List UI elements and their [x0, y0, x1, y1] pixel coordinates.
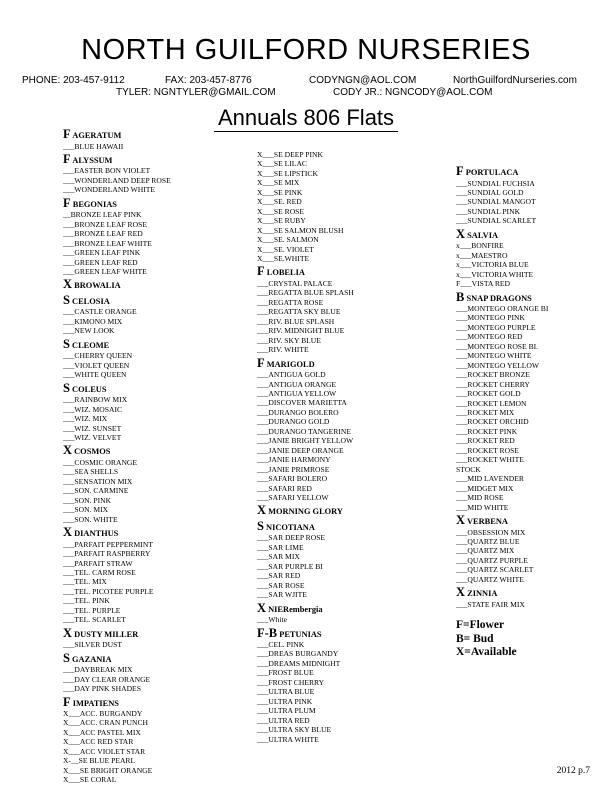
availability-mark: S	[63, 336, 70, 351]
list-item: ___DURANGO GOLD	[257, 417, 330, 427]
list-item: ___ROCKET MIX	[456, 408, 515, 418]
list-item: ___ULTRA SKY BLUE	[257, 725, 332, 735]
list-item: ___SAFARI YELLOW	[257, 492, 329, 502]
list-item: ___MONTEGO RED	[456, 332, 523, 342]
plant-section	[257, 266, 447, 354]
list-item: X___SE RUBY	[257, 216, 306, 226]
list-item: ___MONTEGO YELLOW	[456, 360, 540, 370]
plant-section	[63, 336, 253, 380]
availability-mark: X	[257, 503, 267, 518]
list-item: ___TEL. CARM ROSE	[63, 568, 136, 577]
column-1	[63, 129, 253, 788]
list-item: ___CEL. PINK	[257, 640, 305, 650]
list-item: ___SAFARI RED	[257, 483, 312, 493]
list-item: ___SAR LIME	[257, 542, 304, 552]
plant-section	[257, 518, 447, 600]
list-item: x___VICTORIA WHITE	[456, 269, 534, 279]
list-item: ___OBSESSION MIX	[456, 527, 526, 537]
tyler-email: TYLER: NGNTYLER@GMAIL.COM	[116, 87, 276, 98]
list-item: ___SAR WJITE	[257, 590, 307, 600]
list-item: ___JANIE HARMONY	[257, 455, 331, 465]
section-heading	[63, 129, 253, 142]
section-name: BEGONIAS	[72, 199, 117, 209]
plant-section	[257, 600, 447, 625]
list-item: X-__SE BLUE PEARL	[63, 756, 136, 766]
list-item: ___SILVER DUST	[63, 640, 122, 650]
availability-mark: B	[456, 289, 465, 304]
list-item: ___QUARTZ SCARLET	[456, 565, 534, 575]
list-item: ___CASTLE ORANGE	[63, 307, 137, 317]
list-item: ___WIZ. VELVET	[63, 433, 122, 443]
list-item: ___NEW LOOK	[63, 326, 115, 336]
list-item: X___SE DEEP PINK	[257, 150, 323, 159]
section-heading	[456, 515, 612, 528]
list-item: ___TEL. PINK	[63, 596, 110, 606]
list-item: ___PARFAIT RASPBERRY	[63, 549, 151, 559]
list-item: ___BRONZE LEAF ROSE	[63, 219, 147, 229]
availability-mark: F	[456, 164, 464, 178]
section-heading	[63, 380, 253, 396]
cody-jr-email: CODY JR.: NGNCODY@AOL.COM	[333, 87, 493, 98]
availability-mark: F-B	[257, 625, 278, 640]
list-item: ___MIDGET MIX	[456, 483, 514, 493]
plant-section	[456, 166, 612, 226]
list-item: ___ULTRA RED	[257, 715, 310, 725]
section-heading	[63, 195, 253, 211]
page-title: NORTH GUILFORD NURSERIES	[81, 34, 531, 66]
list-item: X___SE LILAC	[257, 159, 307, 169]
list-item: ___WIZ. MIX	[63, 414, 108, 424]
plant-section	[63, 527, 253, 625]
list-item: X___ACC. BURGANDY	[63, 709, 143, 719]
column-2	[257, 150, 447, 747]
section-heading	[257, 518, 447, 534]
list-item: X___ACC PASTEL MIX	[63, 727, 141, 737]
list-item: X___SE SALMON BLUSH	[257, 225, 344, 235]
list-item: ___DURANGO BOLERO	[257, 407, 339, 417]
availability-mark: F	[63, 195, 71, 210]
plant-section	[63, 445, 253, 524]
availability-mark: F	[257, 355, 265, 370]
section-name: CLEOME	[72, 340, 110, 350]
list-item: ___WIZ. MOSAIC	[63, 404, 123, 414]
section-heading	[63, 151, 253, 167]
list-item: STOCK	[456, 464, 481, 474]
legend-entry: X=Available	[456, 646, 517, 659]
list-item: ___GREEN LEAF PINK	[63, 248, 141, 258]
list-item: ___SUNDIAL MANGOT	[456, 197, 536, 207]
list-item: ___RAINBOW MIX	[63, 395, 128, 405]
section-heading	[63, 336, 253, 352]
section-name: IMPATIENS	[72, 698, 119, 708]
section-name: BROWALIA	[74, 281, 121, 291]
list-item: x___MAESTRO	[456, 250, 508, 260]
list-item: ___SUNDIAL GOLD	[456, 187, 524, 197]
list-item: X___SE. SALMON	[257, 235, 319, 245]
list-item: ___SUNDIAL SCARLET	[456, 216, 537, 226]
list-item: ___RIV. BLUE SPLASH	[257, 316, 335, 326]
list-item: X___SE BRIGHT ORANGE	[63, 765, 153, 775]
page-number: 2012 p.7	[556, 766, 590, 776]
list-item: ___SAR ROSE	[257, 580, 305, 590]
list-item: ___MONTEGO WHITE	[456, 351, 532, 361]
section-name: SNAP DRAGONS	[466, 293, 532, 303]
list-item: ___JANIE DEEP ORANGE	[257, 445, 344, 455]
plant-section	[63, 129, 253, 151]
list-item: ___BRONZE LEAF RED	[63, 229, 143, 239]
plant-section	[63, 292, 253, 336]
availability-mark: X	[63, 525, 73, 540]
list-item: X___SE.WHITE	[257, 253, 310, 263]
section-name: DUSTY MILLER	[74, 629, 139, 639]
list-item: ___DAYBREAK MIX	[63, 665, 133, 675]
list-item: ___BRONZE LEAF WHITE	[63, 238, 152, 248]
list-item: ___TEL. MIX	[63, 577, 107, 587]
list-item: ___FROST BLUE	[257, 668, 314, 678]
list-item: ___QUARTZ BLUE	[456, 536, 520, 546]
list-item: X___SE LIPSTICK	[257, 168, 318, 178]
plant-section	[456, 289, 612, 512]
list-item: ___ULTRA PLUM	[257, 706, 316, 716]
list-item: ___DAY CLEAR ORANGE	[63, 674, 151, 684]
plant-section	[63, 279, 253, 292]
list-item: ___KIMONO MIX	[63, 316, 123, 326]
list-item: ___DISCOVER MARIETTA	[257, 398, 347, 408]
list-item: X___ACC VIOLET STAR	[63, 746, 146, 756]
plant-section	[63, 195, 253, 277]
list-item: ___MID ROSE	[456, 493, 504, 503]
list-item: ___QUARTZ PURPLE	[456, 555, 528, 565]
phone-number: PHONE: 203-457-9112	[22, 75, 125, 86]
list-item: X___ACC RED STAR	[63, 737, 134, 747]
list-item: ___RIV. MIDNIGHT BLUE	[257, 326, 345, 336]
section-name: ALYSSUM	[72, 155, 113, 165]
list-item: ___SON. MIX	[63, 505, 109, 515]
availability-mark: F	[257, 264, 265, 279]
list-item: ___ULTRA BLUE	[257, 687, 315, 697]
list-item: ___WONDERLAND WHITE	[63, 185, 156, 195]
list-item: ___SAR MIX	[257, 552, 300, 562]
list-item: ___PARFAIT STRAW	[63, 558, 133, 568]
section-name: LOBELIA	[266, 268, 305, 278]
section-heading	[456, 226, 612, 242]
plant-section	[63, 625, 253, 650]
availability-mark: X	[63, 625, 73, 640]
availability-mark: X	[456, 226, 466, 241]
section-name: MORNING GLORY	[268, 507, 343, 517]
plant-section	[257, 505, 447, 518]
list-item: X___ACC. CRAN PUNCH	[63, 718, 149, 728]
list-item: X___SE CORAL	[63, 775, 117, 785]
website: NorthGuilfordNurseries.com	[453, 75, 577, 86]
plant-section	[257, 355, 447, 503]
list-item: ___MID LAVENDER	[456, 474, 524, 484]
legend-entry: B= Bud	[456, 632, 494, 645]
availability-mark: X	[257, 600, 267, 615]
section-name: ZINNIA	[467, 589, 498, 599]
list-item: F___VISTA RED	[456, 279, 511, 289]
list-item: ___GREEN LEAF RED	[63, 257, 138, 267]
list-item: X___SE PINK	[257, 187, 303, 197]
column-3	[456, 166, 612, 660]
list-item: ___REGATTA ROSE	[257, 297, 324, 307]
list-item: ___FROST CHERRY	[257, 677, 325, 687]
availability-mark: S	[257, 518, 264, 533]
list-item: ___ROCKET LEMON	[456, 398, 527, 408]
list-item: __BRONZE LEAF PINK	[63, 210, 142, 220]
list-item: ___MONTEGO ORANGE BI	[456, 304, 549, 314]
availability-mark: F	[63, 151, 71, 166]
list-item: ___GREEN LEAF WHITE	[63, 267, 147, 277]
list-item: ___SON. CARMINE	[63, 486, 129, 496]
availability-mark: X	[456, 585, 466, 600]
list-item: ___MONTEGO PURPLE	[456, 322, 536, 332]
list-item: ___DREAS BURGANDY	[257, 649, 339, 659]
section-name: VERBENA	[466, 517, 508, 526]
section-heading	[257, 355, 447, 371]
plant-section	[257, 625, 447, 744]
list-item: ___JANIE PRIMROSE	[257, 464, 330, 474]
list-item: ___ROCKET ORCHID	[456, 417, 529, 427]
list-item: ___REGATTA BLUE SPLASH	[257, 288, 354, 298]
section-heading	[63, 650, 253, 666]
section-heading	[257, 505, 447, 518]
list-item: ___WONDERLAND DEEP ROSE	[63, 175, 171, 185]
list-item: ___SON. PINK	[63, 495, 112, 505]
list-item: ___ANTIGUA YELLOW	[257, 388, 337, 398]
availability-mark: S	[63, 380, 70, 395]
list-item: ___SON. WHITE	[63, 514, 118, 524]
list-item: X___SE MIX	[257, 178, 300, 188]
list-item: ___CRYSTAL PALACE	[257, 278, 333, 288]
legend	[456, 619, 612, 660]
section-heading	[456, 587, 612, 600]
list-item: ___SAR PURPLE BI	[257, 561, 323, 571]
list-item: ___STATE FAIR MIX	[456, 599, 525, 609]
list-item: ___MONTEGO ROSE BI.	[456, 341, 539, 351]
plant-section	[456, 587, 612, 609]
list-item: ___ANTIGUA ORANGE	[257, 379, 337, 389]
list-item: ___SAFARI BOLERO	[257, 474, 328, 484]
section-name: GAZANIA	[72, 654, 112, 664]
plant-section	[63, 694, 253, 785]
section-heading	[63, 527, 253, 540]
list-item: X___SE. RED	[257, 197, 302, 207]
legend-entry: F=Flower	[456, 619, 505, 632]
list-item: ___CHERRY QUEEN	[63, 351, 133, 361]
section-name: NIERembergia	[268, 604, 323, 614]
section-name: COSMOS	[74, 447, 111, 457]
list-item: ___ULTRA PINK	[257, 696, 313, 706]
list-item: ___SEA SHELLS	[63, 467, 119, 477]
list-item: ___MID WHITE	[456, 502, 509, 512]
page-subtitle: Annuals 806 Flats	[0, 105, 612, 131]
plant-section	[456, 515, 612, 584]
list-item: ___ULTRA WHITE	[257, 734, 319, 744]
availability-mark: S	[63, 292, 70, 307]
availability-mark: F	[63, 127, 71, 141]
section-name: AGERATUM	[72, 131, 122, 140]
list-item: ___JANIE BRIGHT YELLOW	[257, 436, 354, 446]
list-item: ___EASTER BON VIOLET	[63, 166, 151, 176]
list-item: ___TEL. SCARLET	[63, 615, 126, 625]
list-item: ___QUARTZ MIX	[456, 546, 515, 556]
availability-mark: X	[456, 513, 466, 527]
section-heading	[63, 625, 253, 641]
section-heading	[257, 600, 447, 616]
section-heading	[63, 694, 253, 710]
list-item: ___ROCKET WHITE	[456, 455, 524, 465]
list-item: ___PARFAIT PEPPERMINT	[63, 539, 153, 549]
list-item: ___BLUE HAWAII	[63, 141, 124, 151]
list-item: ___White	[257, 615, 287, 625]
section-heading	[456, 289, 612, 305]
fax-number: FAX: 203-457-8776	[165, 75, 252, 86]
plant-section	[63, 380, 253, 443]
section-heading	[257, 266, 447, 279]
section-heading	[456, 166, 612, 179]
section-heading	[63, 445, 253, 458]
list-item: ___ANTIGUA GOLD	[257, 370, 326, 380]
section-name: PETUNIAS	[279, 629, 322, 639]
list-item: ___SUNDIAL FUCHSIA	[456, 178, 535, 188]
list-item: x___VICTORIA BLUE	[456, 260, 529, 270]
section-name: PORTULACA	[465, 168, 519, 177]
list-item: X___SE. VIOLET	[257, 244, 314, 254]
section-name: NICOTIANA	[266, 522, 315, 532]
section-heading	[63, 279, 253, 292]
list-item: ___SUNDIAL PINK	[456, 206, 521, 216]
cody-email: CODYNGN@AOL.COM	[309, 75, 417, 86]
section-name: MARIGOLD	[266, 359, 315, 369]
list-item: ___ROCKET ROSE	[456, 445, 519, 455]
list-item: ___REGATTA SKY BLUE	[257, 307, 341, 317]
plant-section	[456, 226, 612, 289]
list-item: ___SAR DEEP ROSE	[257, 533, 326, 543]
availability-mark: X	[63, 443, 73, 458]
section-name: COLEUS	[72, 384, 107, 394]
section-heading	[257, 625, 447, 641]
plant-section	[257, 150, 447, 263]
availability-mark: X	[63, 277, 73, 292]
list-item: ___TEL. PURPLE	[63, 605, 121, 615]
list-item: ___ROCKET RED	[456, 436, 515, 446]
section-name: DIANTHUS	[74, 529, 119, 539]
list-item: ___WIZ. SUNSET	[63, 423, 122, 433]
list-item: ___COSMIC ORANGE	[63, 457, 138, 467]
list-item: ___WHITE QUEEN	[63, 370, 127, 380]
list-item: ___ROCKET BRONZE	[456, 370, 530, 380]
list-item: X___SE ROSE	[257, 206, 305, 216]
list-item: x___BONFIRE	[456, 241, 504, 251]
list-item: ___DREAMS MIDNIGHT	[257, 658, 341, 668]
section-name: SALVIA	[467, 230, 499, 240]
availability-mark: S	[63, 650, 70, 665]
list-item: ___VIOLET QUEEN	[63, 360, 130, 370]
list-item: ___ROCKET CHERRY	[456, 379, 530, 389]
list-item: ___SENSATION MIX	[63, 476, 133, 486]
availability-mark: F	[63, 694, 71, 709]
plant-section	[63, 650, 253, 694]
list-item: ___DAY PINK SHADES	[63, 684, 141, 694]
list-item: ___DURANGO TANGERINE	[257, 426, 351, 436]
section-name: CELOSIA	[72, 296, 110, 306]
list-item: ___RIV. WHITE	[257, 345, 309, 355]
list-item: ___RIV. SKY BLUE	[257, 335, 321, 345]
list-item: ___ROCKET GOLD	[456, 389, 521, 399]
list-item: ___SAR RED	[257, 571, 301, 581]
plant-section	[63, 151, 253, 195]
list-item: ___QUARTZ WHITE	[456, 574, 524, 584]
list-item: ___ROCKET PINK	[456, 426, 518, 436]
section-heading	[63, 292, 253, 308]
list-item: ___TEL. PICOTEE PURPLE	[63, 586, 154, 596]
list-item: ___MONTEGO PINK	[456, 313, 525, 323]
